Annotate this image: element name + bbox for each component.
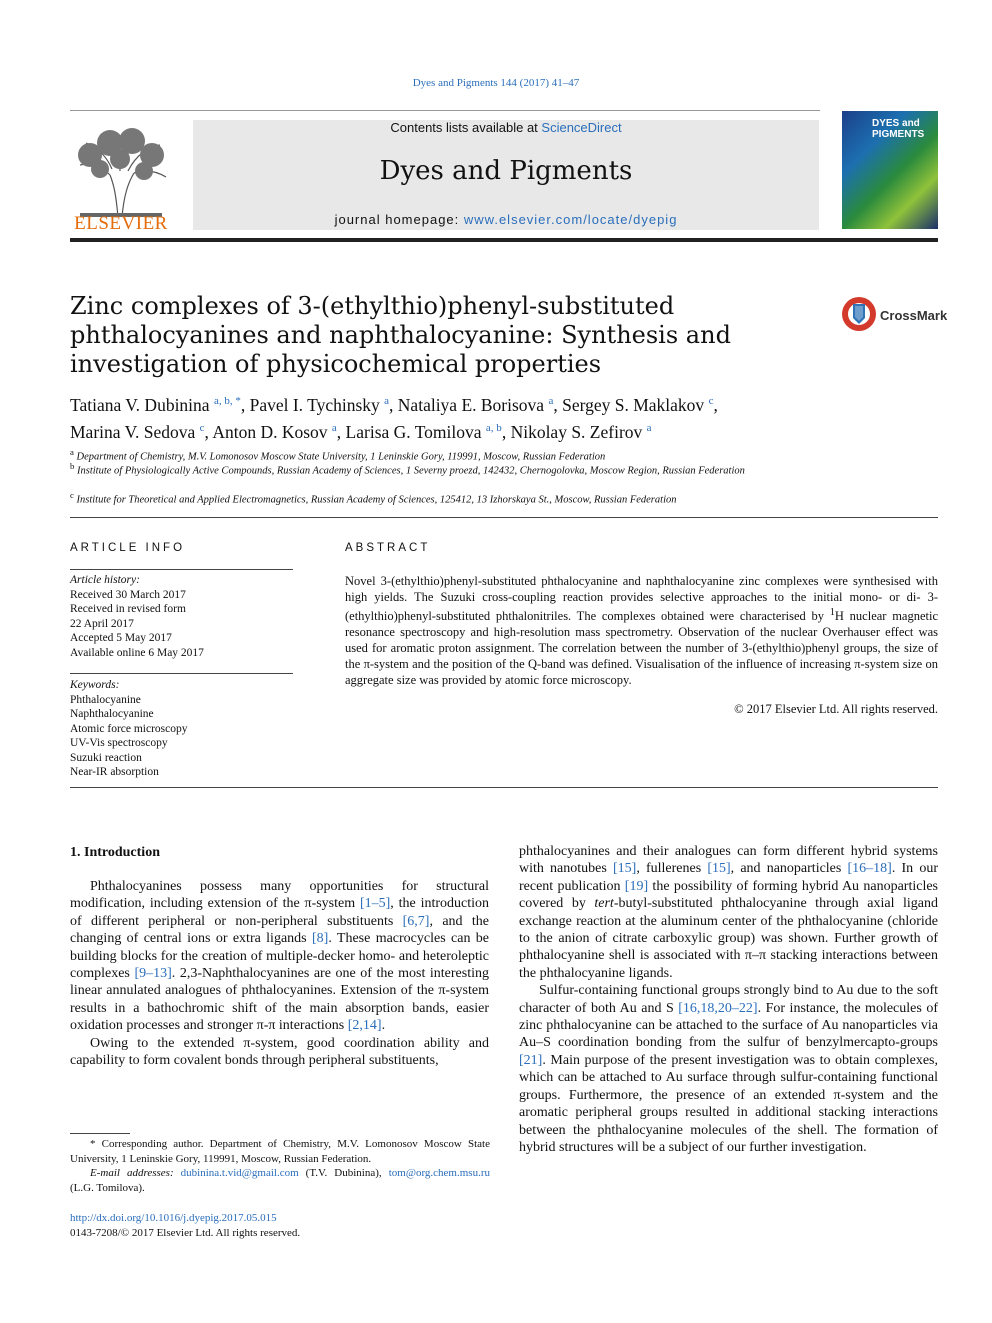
text: Sulfur-containing functional groups strongly bind to Au due to the soft character of both Au and S (519, 983, 938, 1016)
intro-paragraph (519, 843, 938, 982)
email-owner: (L.G. Tomilova). (70, 1181, 145, 1194)
history-label: Article history: (70, 574, 140, 586)
citation[interactable]: [6,7] (402, 913, 430, 929)
citation[interactable]: [9–13] (134, 966, 172, 982)
citation[interactable]: [19] (624, 878, 649, 894)
article-title: Zinc complexes of 3-(ethylthio)phenyl-substituted phthalocyanines and naphthalocyanine: Synthesis and investigation of physicochemical properties (70, 292, 731, 378)
author[interactable]: Pavel I. Tychinsky (249, 394, 380, 415)
text: Phthalocyanines possess many opportunities for structural modification, including extension of the π-system (70, 879, 489, 912)
text: . These macrocycles can be building blocks for the creation of multiple-decker homo- and heteroleptic complexes (70, 931, 490, 982)
citation[interactable]: [15] (707, 861, 731, 877)
history-item: Received 30 March 2017 (70, 588, 186, 601)
history-item: Received in revised form (70, 603, 186, 615)
text: . For instance, the molecules of zinc phthalocyanine can be attached to the surface of Au nanoparticles via Au–S coordination bonding from the sulfur of benzylmercapto-groups (519, 1000, 938, 1051)
keywords-rule (70, 673, 293, 674)
abstract-part: H nuclear magnetic resonance spectroscopy and high-resolution mass spectrometry. Observation of the nuclear Overhauser effect was used for aromatic proton assignment. The correlation between the number of 3-(ethylthio)phenyl groups, the size of the π-system and the position of the Q-band was defined. Visualisation of the influence of increasing π-system size on aggregate size was provided by atomic force microscopy. (345, 609, 939, 688)
section-rule (70, 517, 938, 518)
keyword: UV-Vis spectroscopy (70, 737, 168, 749)
text: , fullerenes (636, 861, 708, 877)
abstract-heading: ABSTRACT (345, 542, 431, 554)
text: , and nanoparticles (730, 861, 848, 877)
author[interactable]: Marina V. Sedova (70, 421, 196, 442)
email-owner: (T.V. Dubinina), (298, 1167, 389, 1179)
keywords-label: Keywords: (70, 679, 120, 691)
author[interactable]: Larisa G. Tomilova (345, 421, 482, 442)
author-list: Tatiana V. Dubinina $^{a, b, *}$, Pavel I. Tychinsky $^a$, Nataliya E. Borisova $^a$, Sergey S. Maklakov $^c$, Marina V. Sedova $^c$, Anton D. Kosov $^a$, Larisa G. Tomilova $^{a, b}$, Nikolay S. Zefirov $^a$ (70, 394, 718, 442)
article-info-heading: ARTICLE INFO (70, 542, 186, 554)
affiliation-text: Department of Chemistry, M.V. Lomonosov Moscow State University, 1 Leninskie Gory, 119991, Moscow, Russian Federation (76, 451, 606, 463)
author-sup[interactable]: a, b, * (213, 395, 241, 407)
author[interactable]: Nikolay S. Zefirov (510, 421, 643, 442)
intro-paragraph: Owing to the extended π-system, good coordination ability and capability to form covalent bonds through peripheral substituents, (70, 1035, 489, 1069)
author[interactable]: Nataliya E. Borisova (397, 394, 545, 415)
email-label: E-mail addresses: (90, 1167, 181, 1179)
abstract-sup: 1 (829, 607, 835, 618)
keyword: Atomic force microscopy (70, 722, 188, 735)
history-item: 22 April 2017 (70, 617, 134, 630)
citation[interactable]: [21] (519, 1052, 543, 1068)
author-sup[interactable]: c (708, 395, 714, 407)
author[interactable]: Sergey S. Maklakov (562, 394, 705, 415)
text: . Main purpose of the present investigation was to obtain complexes, which can be attached to Au surface through sulfur-containing functional groups. Furthermore, the presence of an extended π-system and the aromatic peripheral groups resulted in additional stacking interactions between the phthalocyanine molecules of the shell. The formation of hybrid structures will be a subject of our further investigation. (519, 1052, 938, 1155)
author-sup[interactable]: a (548, 395, 554, 407)
text: -butyl-substituted phthalocyanine through axial ligand exchange reaction at the aluminum center of the phthalocyanine (chloride to the anion of citrate carboxylic group) was shown. Further growth of phthalocyanine shell is associated with π–π stacking interactions between the phthalocyanine ligands. (519, 896, 938, 981)
contents-prefix: Contents lists available at (390, 120, 542, 135)
affiliation-c (70, 488, 810, 508)
text: , and the changing of central ions or extra ligands (70, 913, 489, 947)
issn-line: 0143-7208/© 2017 Elsevier Ltd. All rights reserved. (70, 1227, 301, 1239)
author-sup[interactable]: a (646, 421, 652, 434)
text: , the introduction of different peripheral or non-peripheral substituents (70, 896, 489, 929)
section-rule-bottom (70, 787, 938, 788)
author[interactable]: Anton D. Kosov (212, 421, 328, 442)
journal-title: Dyes and Pigments (379, 156, 633, 186)
keyword: Suzuki reaction (70, 751, 142, 764)
citation[interactable]: [8] (311, 931, 329, 947)
text: . In our recent publication (519, 861, 938, 894)
affiliation-b (70, 459, 810, 479)
affiliation-text: Institute of Physiologically Active Compounds, Russian Academy of Sciences, 1 Severny proezd, 142432, Chernogolovka, Moscow Region, Russian Federation (77, 465, 745, 477)
affiliation-sup: a (70, 447, 74, 457)
abstract-part: Novel 3-(ethylthio)phenyl-substituted phthalocyanine and naphthalocyanine zinc complexes were synthesised with high yields. The Suzuki cross-coupling reaction provides selective approaches to the initial mono- or di- 3-(ethylthio)phenyl-substituted phthalonitriles. The complexes obtained were characterised by (345, 574, 938, 624)
author-sup[interactable]: a (384, 395, 390, 407)
journal-cover-title: DYES and PIGMENTS (872, 118, 925, 140)
citation[interactable]: [16–18] (847, 861, 892, 877)
author-sup[interactable]: a, b (485, 421, 502, 434)
text: the possibility of forming hybrid Au nanoparticles covered by (519, 878, 938, 912)
abstract-copyright: © 2017 Elsevier Ltd. All rights reserved. (734, 702, 938, 716)
keyword: Naphthalocyanine (70, 708, 154, 720)
email-link[interactable]: tom@org.chem.msu.ru (388, 1167, 490, 1179)
article-history (70, 573, 293, 660)
footnote-rule (70, 1133, 130, 1134)
citation[interactable]: [1–5] (359, 896, 391, 912)
corresponding-author: * Corresponding author. Department of Chemistry, M.V. Lomonosov Moscow State University, 1 Leninskie Gory, 119991, Moscow, Russian Federation. (70, 1138, 490, 1165)
crossmark-icon[interactable] (841, 296, 877, 332)
thick-rule (70, 238, 938, 242)
header-rule (70, 110, 820, 111)
keyword: Phthalocyanine (70, 693, 141, 706)
intro-paragraph (519, 982, 938, 1156)
text: . 2,3-Naphthalocyanines are one of the most interesting linear annulated analogues of phthalocyanines. Extension of the π-system results in a bathochromic shift of the main absorption bands, easier oxidation processes and stronger π-π interactions (70, 966, 490, 1034)
author[interactable]: Tatiana V. Dubinina (70, 394, 210, 415)
intro-heading: 1. Introduction (70, 845, 160, 860)
contents-line (193, 120, 819, 135)
sciencedirect-link[interactable]: ScienceDirect (541, 120, 622, 135)
keywords (70, 678, 293, 780)
author-sup[interactable]: a (331, 421, 337, 434)
affiliation-sup: c (70, 490, 74, 500)
article-info-rule (70, 569, 293, 570)
text: phthalocyanines and their analogues can form different hybrid systems with nanotubes (519, 844, 938, 877)
affiliation-sup: b (70, 461, 75, 471)
citation[interactable]: [15] (612, 861, 637, 877)
intro-paragraph (70, 878, 489, 1035)
homepage-link[interactable]: www.elsevier.com/locate/dyepig (463, 212, 678, 227)
citation[interactable]: [16,18,20–22] (678, 1000, 758, 1016)
italic-text: tert (594, 896, 614, 912)
doi-link[interactable]: http://dx.doi.org/10.1016/j.dyepig.2017.05.015 (70, 1212, 277, 1224)
keyword: Near-IR absorption (70, 766, 159, 778)
homepage-line (193, 212, 819, 227)
doi-block (70, 1211, 300, 1241)
history-item: Accepted 5 May 2017 (70, 632, 172, 644)
intro-left-column (70, 878, 489, 1069)
text: . (381, 1018, 386, 1034)
intro-right-column (519, 843, 938, 1156)
journal-reference[interactable]: Dyes and Pigments 144 (2017) 41–47 (412, 77, 580, 89)
abstract-text (345, 573, 938, 688)
author-sup[interactable]: c (199, 421, 205, 434)
email-line (70, 1166, 490, 1195)
email-link[interactable]: dubinina.t.vid@gmail.com (180, 1167, 299, 1179)
homepage-prefix: journal homepage: (334, 212, 464, 227)
citation[interactable]: [2,14] (347, 1018, 382, 1034)
affiliation-text: Institute for Theoretical and Applied Electromagnetics, Russian Academy of Sciences, 125412, 13 Izhorskaya St., Moscow, Russian Federation (76, 494, 677, 506)
elsevier-wordmark: ELSEVIER (74, 213, 168, 234)
corresponding-footnote (70, 1137, 490, 1195)
history-item: Available online 6 May 2017 (70, 646, 204, 659)
crossmark-label[interactable]: CrossMark (880, 308, 948, 323)
